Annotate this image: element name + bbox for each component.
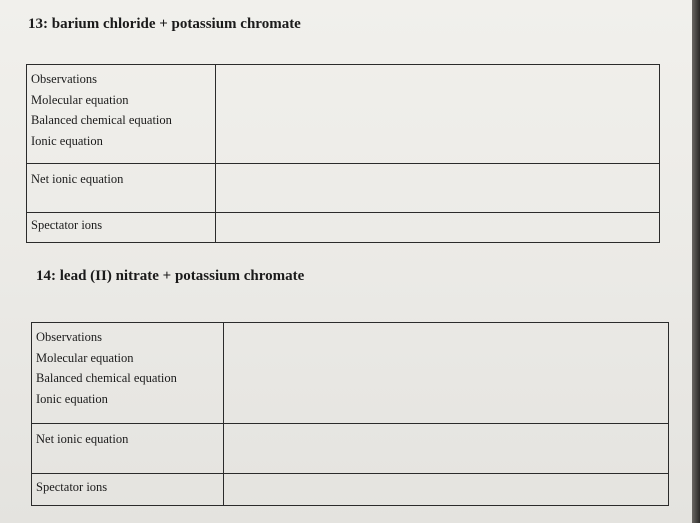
balanced-equation-label: Balanced chemical equation	[36, 371, 177, 385]
section-13-heading: 13: barium chloride + potassium chromate	[28, 16, 301, 32]
answer-cell[interactable]	[224, 424, 669, 474]
molecular-equation-label: Molecular equation	[36, 350, 134, 365]
ionic-equation-label: Ionic equation	[36, 391, 108, 406]
net-ionic-equation-label: Net ionic equation	[32, 424, 224, 474]
table-row	[27, 164, 660, 213]
section-14-table	[31, 322, 669, 506]
balanced-equation-label: Balanced chemical equation	[31, 113, 172, 127]
observations-label: Observations	[31, 72, 97, 86]
table-row	[27, 213, 660, 243]
page-edge-shadow	[692, 0, 700, 523]
spectator-ions-label: Spectator ions	[32, 474, 224, 506]
ionic-equation-label: Ionic equation	[31, 133, 103, 148]
table-row	[27, 65, 660, 164]
label-cell	[32, 323, 224, 424]
answer-cell[interactable]	[216, 213, 660, 243]
table-row	[32, 474, 669, 506]
observations-label: Observations	[36, 330, 102, 344]
answer-cell[interactable]	[224, 474, 669, 506]
net-ionic-equation-label: Net ionic equation	[27, 164, 216, 213]
molecular-equation-label: Molecular equation	[31, 92, 129, 107]
answer-cell[interactable]	[216, 65, 660, 164]
label-cell	[27, 65, 216, 164]
table-row	[32, 323, 669, 424]
answer-cell[interactable]	[216, 164, 660, 213]
section-14-heading: 14: lead (II) nitrate + potassium chromate	[36, 268, 305, 284]
section-13-table	[26, 64, 660, 243]
spectator-ions-label: Spectator ions	[27, 213, 216, 243]
answer-cell[interactable]	[224, 323, 669, 424]
table-row	[32, 424, 669, 474]
